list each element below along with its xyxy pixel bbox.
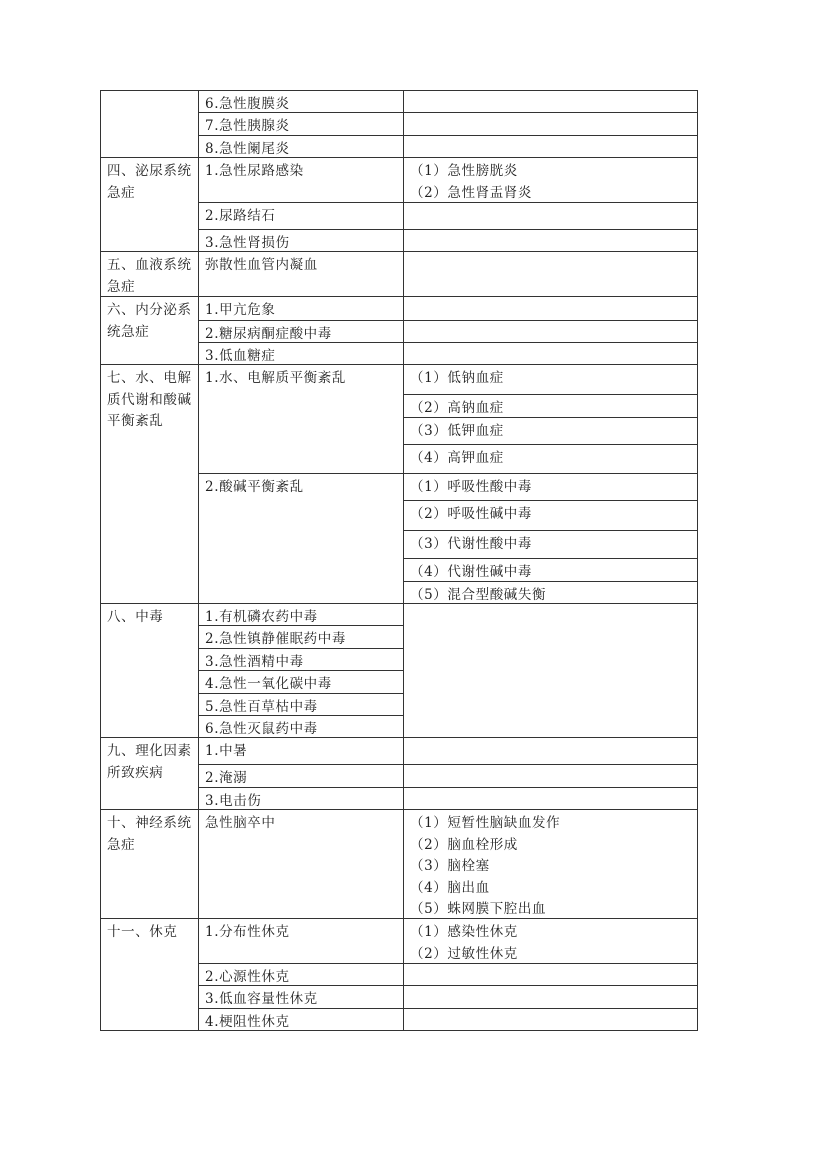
disease-label: 2.糖尿病酮症酸中毒 — [205, 326, 332, 342]
subtype-label: （2）呼吸性碱中毒 — [410, 506, 532, 522]
subtype-cell — [403, 558, 698, 582]
subtype-cell — [403, 112, 698, 136]
subtype-cell — [403, 473, 698, 501]
disease-label: 1.分布性休克 — [205, 924, 290, 940]
subtype-cell — [403, 581, 698, 604]
subtype-label: （4）代谢性碱中毒 — [410, 564, 532, 580]
subtype-cell — [403, 202, 698, 230]
disease-label: 6.急性腹膜炎 — [205, 96, 290, 112]
disease-label: 2.酸碱平衡紊乱 — [205, 479, 304, 495]
subtype-label: （4）脑出血 — [410, 879, 490, 896]
disease-cell — [198, 296, 404, 321]
category-label: 四、泌尿系统急症 — [107, 163, 192, 201]
category-label: 十一、休克 — [107, 924, 178, 940]
subtype-cell — [403, 417, 698, 445]
subtype-cell — [403, 985, 698, 1009]
category-cell — [100, 603, 199, 738]
category-label: 七、水、电解质代谢和酸碱平衡紊乱 — [107, 370, 192, 429]
subtype-label: （5）混合型酸碱失衡 — [410, 587, 547, 603]
subtype-cell — [403, 444, 698, 474]
subtype-label: （2）急性肾盂肾炎 — [410, 184, 532, 201]
subtype-cell — [403, 530, 698, 559]
subtype-label: （3）低钾血症 — [410, 423, 504, 439]
disease-cell — [198, 364, 404, 474]
disease-cell — [198, 764, 404, 788]
subtype-cell — [403, 603, 698, 738]
subtype-label: （1）急性膀胱炎 — [410, 163, 518, 179]
subtype-cell — [403, 135, 698, 158]
disease-cell — [198, 918, 404, 964]
category-label: 九、理化因素所致疾病 — [107, 743, 192, 781]
disease-cell — [198, 229, 404, 252]
disease-cell — [198, 985, 404, 1009]
category-label: 五、血液系统急症 — [107, 257, 192, 295]
subtype-cell — [403, 90, 698, 113]
subtype-cell — [403, 1008, 698, 1031]
disease-label: 2.尿路结石 — [205, 208, 276, 224]
disease-label: 1.有机磷农药中毒 — [205, 609, 318, 625]
category-cell — [100, 364, 199, 604]
disease-cell — [198, 90, 404, 113]
disease-label: 3.急性肾损伤 — [205, 235, 290, 251]
category-cell — [100, 251, 199, 297]
subtype-label: （1）呼吸性酸中毒 — [410, 479, 532, 495]
disease-label: 2.淹溺 — [205, 770, 248, 786]
disease-label: 4.梗阻性休克 — [205, 1014, 290, 1030]
disease-label: 8.急性阑尾炎 — [205, 141, 290, 157]
subtype-label: （5）蛛网膜下腔出血 — [410, 901, 547, 917]
disease-label: 1.甲亢危象 — [205, 302, 276, 318]
subtype-label: （2）高钠血症 — [410, 400, 504, 416]
category-cell — [100, 296, 199, 365]
category-cell — [100, 918, 199, 1031]
subtype-label: （3）脑栓塞 — [410, 858, 490, 874]
disease-label: 1.水、电解质平衡紊乱 — [205, 370, 346, 386]
disease-label: 3.急性酒精中毒 — [205, 654, 304, 670]
disease-cell — [198, 963, 404, 986]
disease-cell — [198, 603, 404, 626]
subtype-label: （1）低钠血症 — [410, 370, 504, 386]
disease-label: 3.电击伤 — [205, 793, 262, 809]
disease-label: 2.心源性休克 — [205, 969, 290, 985]
disease-cell — [198, 157, 404, 203]
subtype-cell — [403, 229, 698, 252]
disease-label: 3.低血糖症 — [205, 348, 276, 364]
category-label: 八、中毒 — [107, 609, 164, 625]
category-cell — [100, 809, 199, 919]
subtype-cell — [403, 251, 698, 297]
disease-cell — [198, 135, 404, 158]
disease-cell — [198, 342, 404, 365]
subtype-label: （2）脑血栓形成 — [410, 836, 518, 853]
disease-cell — [198, 737, 404, 765]
subtype-label: （3）代谢性酸中毒 — [410, 536, 532, 552]
disease-label: 3.低血容量性休克 — [205, 991, 318, 1007]
category-label: 六、内分泌系统急症 — [107, 302, 192, 340]
disease-label: 5.急性百草枯中毒 — [205, 699, 318, 715]
subtype-label: （1）感染性休克 — [410, 924, 518, 940]
category-cell — [100, 737, 199, 810]
disease-label: 急性脑卒中 — [205, 815, 276, 831]
disease-cell — [198, 625, 404, 649]
subtype-cell — [403, 157, 698, 203]
disease-label: 1.中暑 — [205, 743, 248, 759]
subtype-cell — [403, 296, 698, 321]
disease-cell — [198, 715, 404, 738]
disease-cell — [198, 202, 404, 230]
subtype-cell — [403, 787, 698, 810]
disease-cell — [198, 1008, 404, 1031]
category-cell — [100, 157, 199, 252]
subtype-cell — [403, 394, 698, 418]
category-label: 十、神经系统急症 — [107, 815, 192, 853]
subtype-cell — [403, 320, 698, 343]
disease-cell — [198, 112, 404, 136]
subtype-cell — [403, 918, 698, 964]
disease-cell — [198, 648, 404, 671]
subtype-label: （4）高钾血症 — [410, 450, 504, 466]
subtype-cell — [403, 809, 698, 919]
disease-label: 1.急性尿路感染 — [205, 163, 304, 179]
subtype-label: （2）过敏性休克 — [410, 945, 518, 962]
disease-cell — [198, 251, 404, 297]
disease-cell — [198, 693, 404, 716]
subtype-cell — [403, 737, 698, 765]
disease-label: 弥散性血管内凝血 — [205, 257, 318, 273]
subtype-cell — [403, 500, 698, 531]
disease-label: 6.急性灭鼠药中毒 — [205, 721, 318, 737]
category-cell — [100, 90, 199, 158]
disease-label: 2.急性镇静催眠药中毒 — [205, 631, 346, 647]
disease-cell — [198, 473, 404, 604]
subtype-cell — [403, 764, 698, 788]
disease-label: 7.急性胰腺炎 — [205, 118, 290, 134]
subtype-cell — [403, 364, 698, 395]
disease-cell — [198, 787, 404, 810]
disease-cell — [198, 320, 404, 343]
subtype-label: （1）短暂性脑缺血发作 — [410, 815, 561, 831]
disease-cell — [198, 809, 404, 919]
disease-label: 4.急性一氧化碳中毒 — [205, 676, 332, 692]
subtype-cell — [403, 342, 698, 365]
subtype-cell — [403, 963, 698, 986]
disease-cell — [198, 670, 404, 694]
